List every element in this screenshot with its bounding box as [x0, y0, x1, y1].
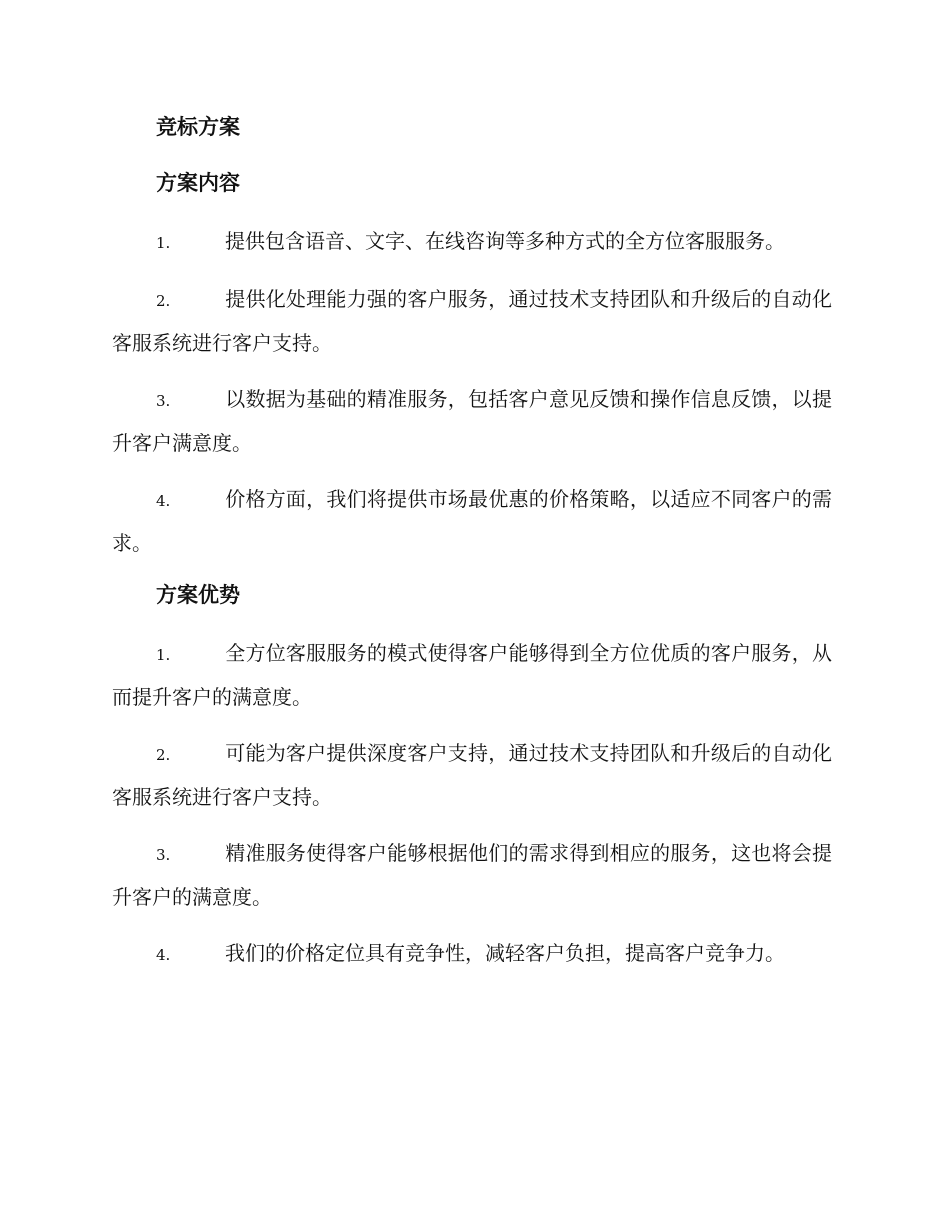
list-item-text: 我们的价格定位具有竞争性，减轻客户负担，提高客户竞争力。: [225, 941, 785, 965]
list-item: [112, 632, 832, 718]
list-item: [112, 478, 832, 564]
list-item-text: 以数据为基础的精准服务，包括客户意见反馈和操作信息反馈，以提升客户满意度。: [112, 387, 832, 455]
list-item: [112, 220, 832, 264]
list-item-number: 3.: [156, 392, 171, 410]
list-item-number: 4.: [156, 492, 171, 510]
section-heading-advantages: 方案优势: [156, 582, 240, 607]
list-item: [112, 932, 832, 976]
list-item-number: 2.: [156, 746, 171, 764]
list-item-text: 全方位客服服务的模式使得客户能够得到全方位优质的客户服务，从而提升客户的满意度。: [112, 641, 832, 709]
list-item-number: 1.: [156, 234, 171, 252]
section-heading-content: 方案内容: [156, 170, 240, 195]
list-item: [112, 832, 832, 918]
list-item-number: 1.: [156, 646, 171, 664]
list-item: [112, 732, 832, 818]
list-item-number: 3.: [156, 846, 171, 864]
list-item-text: 提供包含语音、文字、在线咨询等多种方式的全方位客服服务。: [225, 229, 785, 253]
list-item-text: 价格方面，我们将提供市场最优惠的价格策略，以适应不同客户的需求。: [112, 487, 832, 555]
list-item: [112, 378, 832, 464]
list-item-text: 可能为客户提供深度客户支持，通过技术支持团队和升级后的自动化客服系统进行客户支持。: [112, 741, 832, 809]
list-item-text: 提供化处理能力强的客户服务，通过技术支持团队和升级后的自动化客服系统进行客户支持。: [112, 287, 832, 355]
document-title: 竞标方案: [156, 114, 240, 139]
list-item: [112, 278, 832, 364]
list-item-number: 2.: [156, 292, 171, 310]
list-item-number: 4.: [156, 946, 171, 964]
list-item-text: 精准服务使得客户能够根据他们的需求得到相应的服务，这也将会提升客户的满意度。: [112, 841, 832, 909]
